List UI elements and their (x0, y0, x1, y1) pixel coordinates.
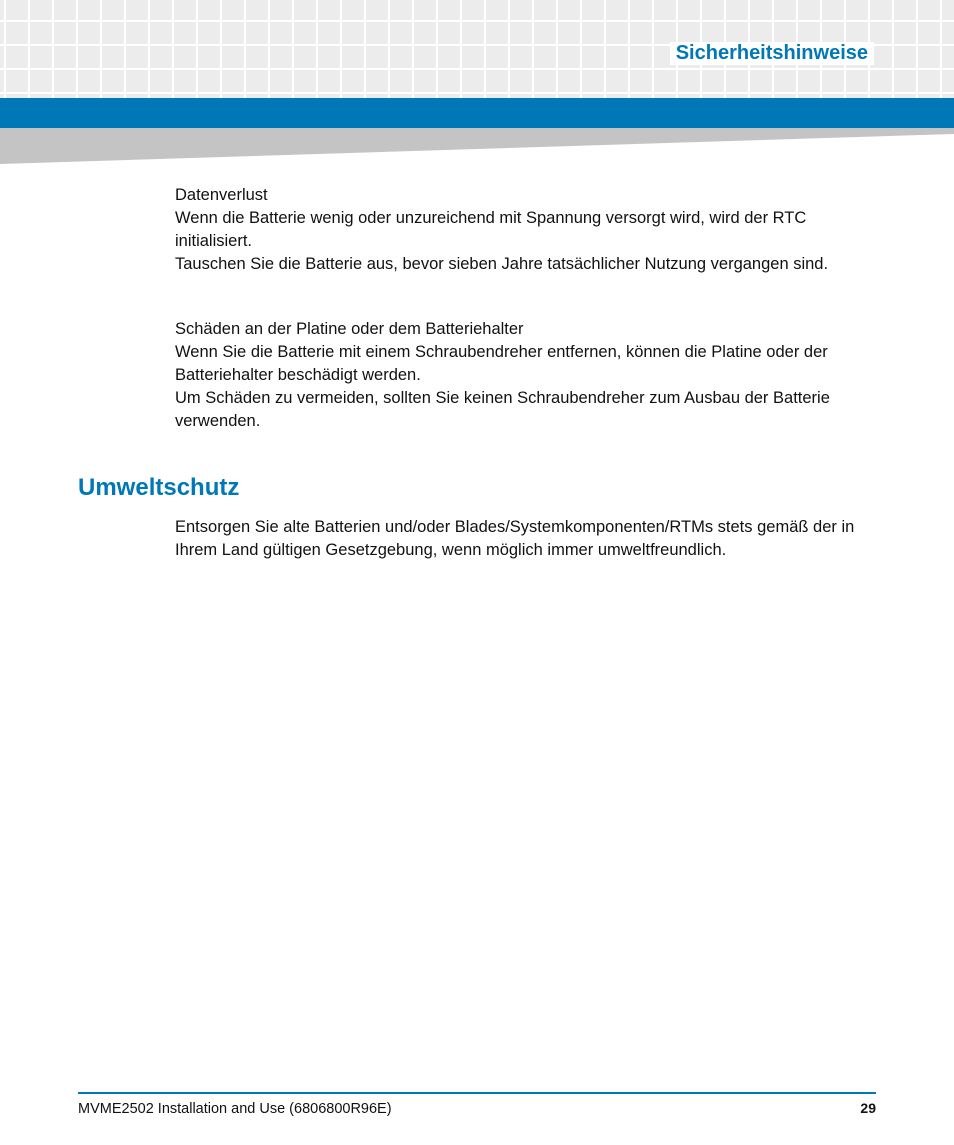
environment-text-block (175, 516, 875, 562)
caution-title: Datenverlust (175, 186, 268, 204)
caution-data-loss (175, 184, 875, 276)
environment-text: Entsorgen Sie alte Batterien und/oder Blades/Systemkomponenten/RTMs stets gemäß der in Ihrem Land gültigen Gesetzgebung, wenn möglich immer umweltfreundlich. (175, 518, 855, 559)
caution-text: Tauschen Sie die Batterie aus, bevor sieben Jahre tatsächlicher Nutzung vergangen sind. (175, 255, 829, 273)
section-title: Sicherheitshinweise (670, 42, 874, 65)
footer-rule (78, 1092, 876, 1094)
footer-doc-title: MVME2502 Installation and Use (6806800R96E) (78, 1101, 392, 1117)
caution-damage (175, 318, 875, 433)
header-gray-wedge (0, 128, 954, 164)
caution-text: Um Schäden zu vermeiden, sollten Sie keinen Schraubendreher zum Ausbau der Batterie verwenden. (175, 389, 830, 430)
caution-text: Wenn die Batterie wenig oder unzureichend mit Spannung versorgt wird, wird der RTC initialisiert. (175, 209, 807, 250)
caution-title: Schäden an der Platine oder dem Batteriehalter (175, 320, 524, 338)
section-heading: Umweltschutz (78, 474, 240, 501)
page-number: 29 (860, 1100, 876, 1116)
caution-text: Wenn Sie die Batterie mit einem Schraubendreher entfernen, können die Platine oder der Batteriehalter beschädigt werden. (175, 343, 828, 384)
header-blue-bar (0, 98, 954, 128)
